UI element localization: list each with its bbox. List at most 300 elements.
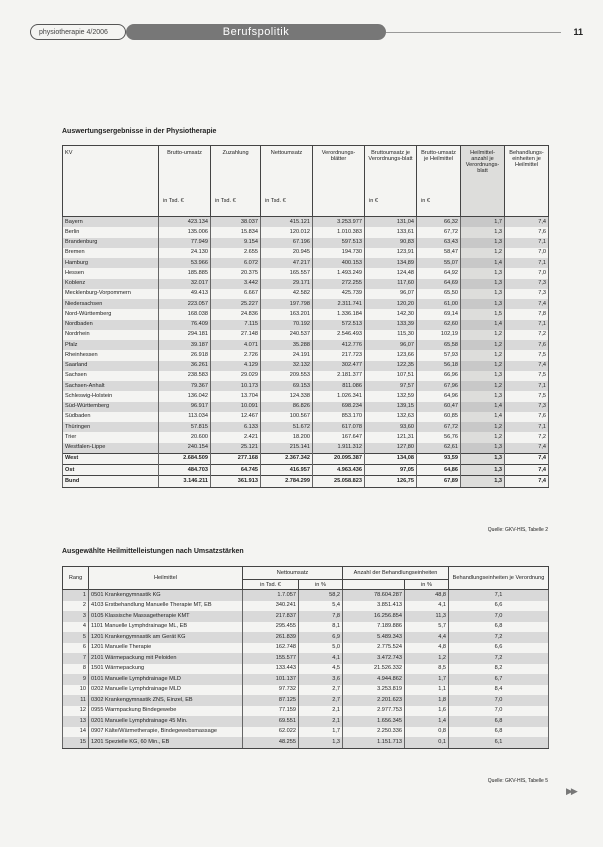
value-cell: 24.130 — [159, 248, 211, 258]
table1-row — [63, 217, 549, 228]
unit-tsd-eur: in Tsd. € — [243, 580, 299, 590]
table2-row — [63, 622, 549, 633]
value-cell: 8,2 — [449, 664, 549, 675]
col-unit: in € — [369, 198, 379, 204]
value-cell: 20.600 — [159, 432, 211, 442]
value-cell: 6,9 — [299, 632, 343, 643]
col-label: Behandlungs-einheiten je Heilmittel — [509, 150, 544, 168]
value-cell: 2,7 — [299, 695, 343, 706]
value-cell: 64,86 — [417, 465, 461, 476]
region-cell: Mecklenburg-Vorpommern — [63, 289, 159, 299]
rank-cell: 5 — [63, 632, 89, 643]
physiotherapy-results-table — [62, 145, 549, 488]
value-cell: 79.367 — [159, 381, 211, 391]
region-cell: Nordbaden — [63, 320, 159, 330]
region-cell: Trier — [63, 432, 159, 442]
rank-cell: 15 — [63, 737, 89, 748]
value-cell: 78.604.287 — [343, 590, 405, 601]
value-cell: 217.837 — [243, 611, 299, 622]
value-cell: 277.168 — [211, 453, 261, 464]
value-cell: 7,3 — [505, 402, 549, 412]
value-cell: 1,3 — [461, 227, 505, 237]
service-cell: 1201 Krankengymnastik am Gerät KG — [89, 632, 243, 643]
value-cell: 2,1 — [299, 716, 343, 727]
value-cell: 120.012 — [261, 227, 313, 237]
value-cell: 6,8 — [449, 622, 549, 633]
rank-cell: 12 — [63, 706, 89, 717]
value-cell: 302.477 — [313, 361, 365, 371]
value-cell: 1.026.341 — [313, 391, 365, 401]
value-cell: 57.815 — [159, 422, 211, 432]
value-cell: 2,1 — [299, 706, 343, 717]
table2-row — [63, 664, 549, 675]
value-cell: 1,7 — [461, 217, 505, 228]
rank-cell: 14 — [63, 727, 89, 738]
value-cell: 2,7 — [299, 685, 343, 696]
value-cell: 8,1 — [299, 622, 343, 633]
value-cell: 597.513 — [313, 238, 365, 248]
value-cell: 1,3 — [299, 737, 343, 748]
region-cell: Süd-Württemberg — [63, 402, 159, 412]
value-cell: 7,2 — [449, 653, 549, 664]
value-cell: 1,4 — [461, 320, 505, 330]
value-cell: 6,8 — [449, 727, 549, 738]
value-cell: 4,8 — [405, 643, 449, 654]
value-cell: 2.181.377 — [313, 371, 365, 381]
table1-row — [63, 350, 549, 360]
value-cell: 6,7 — [449, 674, 549, 685]
value-cell: 21.526.332 — [343, 664, 405, 675]
value-cell: 6,8 — [449, 716, 549, 727]
region-cell: Berlin — [63, 227, 159, 237]
value-cell: 238.583 — [159, 371, 211, 381]
value-cell: 9.154 — [211, 238, 261, 248]
value-cell: 2.421 — [211, 432, 261, 442]
value-cell: 215.141 — [261, 443, 313, 454]
value-cell: 100.567 — [261, 412, 313, 422]
value-cell: 24.836 — [211, 309, 261, 319]
value-cell: 96,07 — [365, 340, 417, 350]
value-cell: 1,4 — [461, 258, 505, 268]
value-cell: 1,3 — [461, 443, 505, 454]
value-cell: 90,83 — [365, 238, 417, 248]
value-cell: 217.723 — [313, 350, 365, 360]
value-cell: 67,72 — [417, 227, 461, 237]
value-cell: 7,1 — [449, 590, 549, 601]
value-cell: 162.748 — [243, 643, 299, 654]
value-cell: 62.022 — [243, 727, 299, 738]
value-cell: 7,0 — [449, 706, 549, 717]
service-cell: 1501 Wärmepackung — [89, 664, 243, 675]
value-cell: 1,2 — [461, 361, 505, 371]
value-cell: 240.537 — [261, 330, 313, 340]
table2-row — [63, 727, 549, 738]
value-cell: 87.125 — [243, 695, 299, 706]
value-cell: 1,3 — [461, 279, 505, 289]
value-cell: 3.851.413 — [343, 601, 405, 612]
value-cell: 63,43 — [417, 238, 461, 248]
value-cell: 1,3 — [461, 289, 505, 299]
value-cell: 136.042 — [159, 391, 211, 401]
value-cell: 121,31 — [365, 432, 417, 442]
value-cell: 2.250.336 — [343, 727, 405, 738]
region-cell: Sachsen — [63, 371, 159, 381]
value-cell: 7,5 — [505, 391, 549, 401]
region-cell: Südbaden — [63, 412, 159, 422]
service-cell: 0201 Manuelle Lymphdrainage 45 Min. — [89, 716, 243, 727]
value-cell: 8,4 — [449, 685, 549, 696]
region-cell: Nord-Württemberg — [63, 309, 159, 319]
value-cell: 97,05 — [365, 465, 417, 476]
col-label: Brutto-umsatz — [167, 150, 202, 156]
value-cell: 2.546.493 — [313, 330, 365, 340]
table1-col-header — [261, 146, 313, 217]
region-cell: Saarland — [63, 361, 159, 371]
service-cell: 1201 Spezielle KG, 60 Min., EB — [89, 737, 243, 748]
region-cell: Nordrhein — [63, 330, 159, 340]
rank-cell: 2 — [63, 601, 89, 612]
table2-header-row — [63, 567, 549, 580]
value-cell: 423.134 — [159, 217, 211, 228]
value-cell: 2.655 — [211, 248, 261, 258]
value-cell: 361.913 — [211, 476, 261, 487]
value-cell: 76.409 — [159, 320, 211, 330]
value-cell: 1,2 — [461, 248, 505, 258]
page-number: 11 — [573, 27, 583, 37]
value-cell: 1.010.383 — [313, 227, 365, 237]
next-page-arrows-icon: ▶▶ — [566, 786, 576, 796]
unit-count-header: Anzahl der Behandlungseinheiten — [343, 567, 449, 580]
value-cell: 64,92 — [417, 268, 461, 278]
table1-row — [63, 238, 549, 248]
value-cell: 7,4 — [505, 299, 549, 309]
value-cell: 64,96 — [417, 391, 461, 401]
value-cell: 86.826 — [261, 402, 313, 412]
value-cell: 20.945 — [261, 248, 313, 258]
value-cell: 2.201.623 — [343, 695, 405, 706]
value-cell: 7,0 — [505, 268, 549, 278]
value-cell: 11,3 — [405, 611, 449, 622]
value-cell: 25.058.823 — [313, 476, 365, 487]
value-cell: 131,04 — [365, 217, 417, 228]
table2-row — [63, 611, 549, 622]
rank-cell: 4 — [63, 622, 89, 633]
col-label: Brutto-umsatz je Heilmittel — [421, 150, 456, 162]
value-cell: 142,30 — [365, 309, 417, 319]
value-cell: 853.170 — [313, 412, 365, 422]
value-cell: 135.006 — [159, 227, 211, 237]
table1-row — [63, 279, 549, 289]
value-cell: 167.647 — [313, 432, 365, 442]
value-cell: 163.201 — [261, 309, 313, 319]
rank-cell: 1 — [63, 590, 89, 601]
col-label: Nettoumsatz — [270, 150, 303, 156]
table1-row — [63, 443, 549, 454]
value-cell: 20.095.387 — [313, 453, 365, 464]
value-cell: 126,75 — [365, 476, 417, 487]
value-cell: 38.037 — [211, 217, 261, 228]
value-cell: 1,1 — [405, 685, 449, 696]
region-cell: Bayern — [63, 217, 159, 228]
value-cell: 65,58 — [417, 340, 461, 350]
value-cell: 1,7 — [299, 727, 343, 738]
table1-row — [63, 268, 549, 278]
value-cell: 77.159 — [243, 706, 299, 717]
value-cell: 294.181 — [159, 330, 211, 340]
value-cell: 7,4 — [505, 465, 549, 476]
value-cell: 4.944.862 — [343, 674, 405, 685]
value-cell: 57,93 — [417, 350, 461, 360]
value-cell: 1.7.057 — [243, 590, 299, 601]
value-cell: 1.656.345 — [343, 716, 405, 727]
table1-source: Quelle: GKV-HIS, Tabelle 2 — [487, 527, 548, 533]
value-cell: 123,91 — [365, 248, 417, 258]
value-cell: 133,39 — [365, 320, 417, 330]
value-cell: 0,1 — [405, 737, 449, 748]
value-cell: 67,96 — [417, 381, 461, 391]
rank-cell: 7 — [63, 653, 89, 664]
region-cell: Koblenz — [63, 279, 159, 289]
table2-row — [63, 685, 549, 696]
table1-sum-row — [63, 465, 549, 476]
table1-title: Auswertungsergebnisse in der Physiotherapie — [62, 128, 217, 135]
table2-row — [63, 737, 549, 748]
table2-row — [63, 590, 549, 601]
region-cell: Pfalz — [63, 340, 159, 350]
value-cell: 134,08 — [365, 453, 417, 464]
value-cell: 70.192 — [261, 320, 313, 330]
section-title: Berufspolitik — [126, 24, 386, 40]
value-cell: 295.455 — [243, 622, 299, 633]
value-cell: 3.442 — [211, 279, 261, 289]
value-cell: 69.551 — [243, 716, 299, 727]
value-cell: 96.917 — [159, 402, 211, 412]
value-cell: 7,0 — [505, 248, 549, 258]
rank-cell: 3 — [63, 611, 89, 622]
value-cell: 484.703 — [159, 465, 211, 476]
rank-cell: 10 — [63, 685, 89, 696]
table1-col-header — [505, 146, 549, 217]
value-cell: 1,5 — [461, 309, 505, 319]
col-unit: in Tsd. € — [215, 198, 236, 204]
value-cell: 7,6 — [505, 340, 549, 350]
value-cell: 2.775.524 — [343, 643, 405, 654]
table2-row — [63, 706, 549, 717]
table1-row — [63, 391, 549, 401]
value-cell: 65,50 — [417, 289, 461, 299]
net-sales-header: Nettoumsatz — [243, 567, 343, 580]
value-cell: 194.730 — [313, 248, 365, 258]
value-cell: 7,2 — [505, 330, 549, 340]
table2-row — [63, 653, 549, 664]
value-cell: 132,63 — [365, 412, 417, 422]
value-cell: 16.256.854 — [343, 611, 405, 622]
value-cell: 53.966 — [159, 258, 211, 268]
rank-cell: 6 — [63, 643, 89, 654]
value-cell: 67.196 — [261, 238, 313, 248]
service-cell: 0955 Warmpackung Bindegewebe — [89, 706, 243, 717]
col-label: Heilmittel-anzahl je Verordnungs-blatt — [465, 150, 500, 174]
value-cell: 7,1 — [505, 422, 549, 432]
rank-cell: 8 — [63, 664, 89, 675]
value-cell: 416.957 — [261, 465, 313, 476]
value-cell: 49.413 — [159, 289, 211, 299]
table1-row — [63, 227, 549, 237]
value-cell: 2.684.509 — [159, 453, 211, 464]
page-header — [30, 22, 583, 44]
unit-percent-2: in % — [405, 580, 449, 590]
value-cell: 340.241 — [243, 601, 299, 612]
value-cell: 1,7 — [405, 674, 449, 685]
table1-row — [63, 381, 549, 391]
value-cell: 18.200 — [261, 432, 313, 442]
service-cell: 0101 Manuelle Lymphdrainage MLD — [89, 674, 243, 685]
value-cell: 8,5 — [405, 664, 449, 675]
table1-sum-row — [63, 453, 549, 464]
col-unit: in Tsd. € — [163, 198, 184, 204]
service-cell: 0202 Manuelle Lymphdrainage MLD — [89, 685, 243, 696]
value-cell: 1,3 — [461, 476, 505, 487]
table2-row — [63, 716, 549, 727]
region-cell: Ost — [63, 465, 159, 476]
value-cell: 1,2 — [461, 350, 505, 360]
value-cell: 124,48 — [365, 268, 417, 278]
value-cell: 120,20 — [365, 299, 417, 309]
value-cell: 4,1 — [299, 653, 343, 664]
value-cell: 61,00 — [417, 299, 461, 309]
value-cell: 400.153 — [313, 258, 365, 268]
table2-row — [63, 695, 549, 706]
value-cell: 3.253.977 — [313, 217, 365, 228]
value-cell: 1,3 — [461, 391, 505, 401]
value-cell: 7,5 — [505, 350, 549, 360]
table1-col-header — [63, 146, 159, 217]
value-cell: 66,96 — [417, 371, 461, 381]
value-cell: 3.253.819 — [343, 685, 405, 696]
value-cell: 93,60 — [365, 422, 417, 432]
value-cell: 7,0 — [449, 695, 549, 706]
value-cell: 1,3 — [461, 299, 505, 309]
value-cell: 1,4 — [405, 716, 449, 727]
value-cell: 56,76 — [417, 432, 461, 442]
value-cell: 4,5 — [299, 664, 343, 675]
col-unit: in € — [421, 198, 431, 204]
rank-cell: 11 — [63, 695, 89, 706]
value-cell: 698.234 — [313, 402, 365, 412]
table1-row — [63, 371, 549, 381]
value-cell: 1,2 — [405, 653, 449, 664]
value-cell: 1,3 — [461, 453, 505, 464]
value-cell: 77.949 — [159, 238, 211, 248]
value-cell: 1.336.184 — [313, 309, 365, 319]
table1-col-header — [159, 146, 211, 217]
table1-col-header — [211, 146, 261, 217]
region-cell: Hamburg — [63, 258, 159, 268]
value-cell: 6,6 — [449, 601, 549, 612]
value-cell: 6.133 — [211, 422, 261, 432]
value-cell: 102,19 — [417, 330, 461, 340]
value-cell: 5.489.343 — [343, 632, 405, 643]
value-cell: 2.784.299 — [261, 476, 313, 487]
issue-label: physiotherapie 4/2006 — [30, 24, 126, 40]
value-cell: 29.029 — [211, 371, 261, 381]
value-cell: 1,2 — [461, 381, 505, 391]
value-cell: 42.582 — [261, 289, 313, 299]
value-cell: 123,66 — [365, 350, 417, 360]
value-cell: 60,47 — [417, 402, 461, 412]
value-cell: 617.078 — [313, 422, 365, 432]
table1-row — [63, 248, 549, 258]
value-cell: 261.839 — [243, 632, 299, 643]
region-cell: Schleswig-Holstein — [63, 391, 159, 401]
value-cell: 7,5 — [505, 371, 549, 381]
table1-col-header — [313, 146, 365, 217]
value-cell: 425.739 — [313, 289, 365, 299]
value-cell: 4,4 — [405, 632, 449, 643]
table1-row — [63, 258, 549, 268]
value-cell: 7.189.886 — [343, 622, 405, 633]
value-cell: 2.726 — [211, 350, 261, 360]
table1-row — [63, 340, 549, 350]
table1-col-header — [461, 146, 505, 217]
value-cell: 134,89 — [365, 258, 417, 268]
value-cell: 47.217 — [261, 258, 313, 268]
value-cell: 2.977.753 — [343, 706, 405, 717]
value-cell: 64,69 — [417, 279, 461, 289]
value-cell: 1,4 — [461, 402, 505, 412]
value-cell: 12.467 — [211, 412, 261, 422]
region-cell: West — [63, 453, 159, 464]
value-cell: 32.132 — [261, 361, 313, 371]
value-cell: 572.513 — [313, 320, 365, 330]
value-cell: 122,35 — [365, 361, 417, 371]
table1-row — [63, 320, 549, 330]
table2-source: Quelle: GKV-HIS, Tabelle 5 — [487, 778, 548, 784]
table1-body — [63, 217, 549, 488]
value-cell: 1.151.713 — [343, 737, 405, 748]
value-cell: 58,47 — [417, 248, 461, 258]
value-cell: 107,51 — [365, 371, 417, 381]
value-cell: 7,2 — [449, 632, 549, 643]
region-cell: Thüringen — [63, 422, 159, 432]
value-cell: 5,4 — [299, 601, 343, 612]
value-cell: 7,1 — [505, 238, 549, 248]
value-cell: 35.288 — [261, 340, 313, 350]
service-cell: 2101 Wärmepackung mit Peloiden — [89, 653, 243, 664]
value-cell: 26.918 — [159, 350, 211, 360]
table1-row — [63, 432, 549, 442]
value-cell: 101.137 — [243, 674, 299, 685]
value-cell: 15.834 — [211, 227, 261, 237]
value-cell: 7,4 — [505, 443, 549, 454]
value-cell: 7,8 — [505, 309, 549, 319]
value-cell: 6.072 — [211, 258, 261, 268]
value-cell: 29.171 — [261, 279, 313, 289]
value-cell: 48.255 — [243, 737, 299, 748]
value-cell: 240.154 — [159, 443, 211, 454]
value-cell: 20.375 — [211, 268, 261, 278]
value-cell: 4.071 — [211, 340, 261, 350]
region-cell: Westfalen-Lippe — [63, 443, 159, 454]
value-cell: 60,85 — [417, 412, 461, 422]
units-per-prescription-header: Behandlungseinheiten je Verordnung — [449, 567, 549, 590]
value-cell: 39.187 — [159, 340, 211, 350]
table1-row — [63, 289, 549, 299]
value-cell: 1,2 — [461, 432, 505, 442]
value-cell: 66,32 — [417, 217, 461, 228]
value-cell: 51.672 — [261, 422, 313, 432]
table1-row — [63, 299, 549, 309]
